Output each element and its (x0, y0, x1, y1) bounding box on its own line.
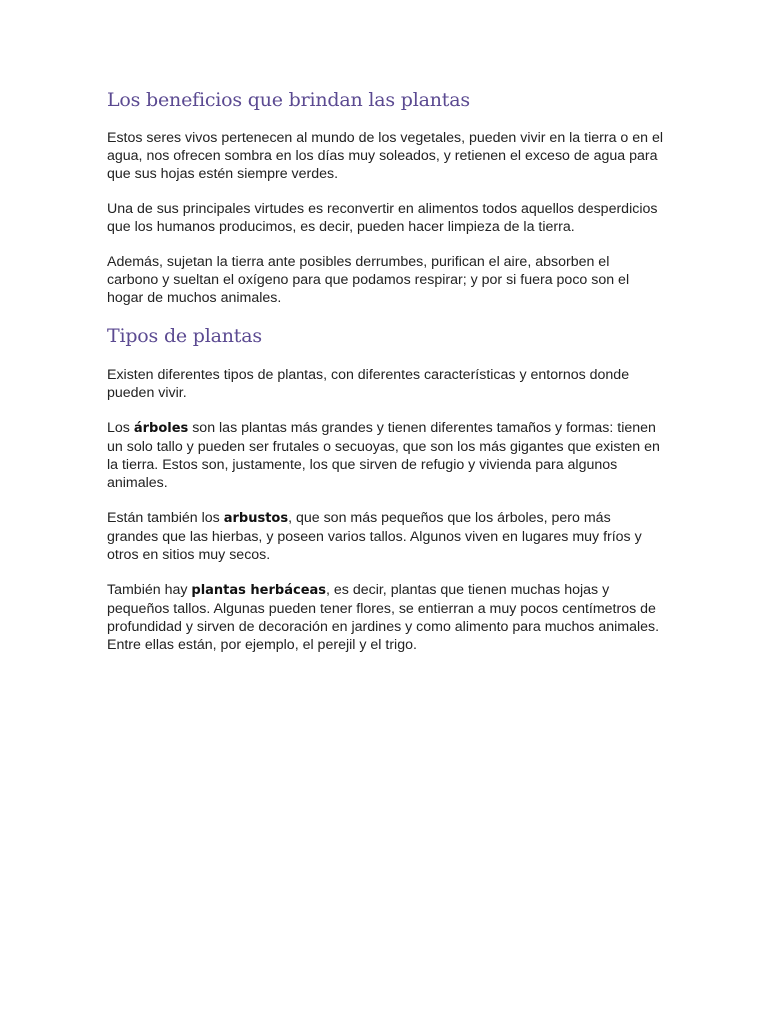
paragraph-herbaceas (107, 581, 663, 654)
arbustos-before: Están también los (107, 510, 224, 526)
paragraph-arboles (107, 419, 663, 492)
arboles-after: son las plantas más grandes y tienen diferentes tamaños y formas: tienen un solo tallo y pueden ser frutales o secuoyas, que son los más gigantes que existen en la tierra. Estos son, justamente, los que sirven de refugio y vivienda para algunos animales. (107, 420, 660, 491)
herbaceas-after: , es decir, plantas que tienen muchas hojas y pequeños tallos. Algunas pueden tener flores, se entierran a muy pocos centímetros de profundidad y sirven de decoración en jardines y como alimento para muchos animales. Entre ellas están, por ejemplo, el perejil y el trigo. (107, 582, 660, 653)
herbaceas-term: plantas herbáceas (191, 583, 327, 598)
section-title-tipos: Tipos de plantas (107, 325, 262, 347)
arbustos-after: , que son más pequeños que los árboles, pero más grandes que las hierbas, y poseen varios tallos. Algunos viven en lugares muy fríos y otros en sitios muy secos. (107, 510, 642, 563)
arboles-term: árboles (133, 421, 189, 436)
paragraph-arbustos (107, 509, 663, 564)
arboles-before: Los (107, 420, 134, 436)
arbustos-term: arbustos (223, 511, 289, 526)
paragraph-seres-vivos: Estos seres vivos pertenecen al mundo de los vegetales, pueden vivir en la tierra o en el agua, nos ofrecen sombra en los días muy soleados, y retienen el exceso de agua para que sus hojas estén siempre verdes. (107, 130, 663, 182)
paragraph-virtudes: Una de sus principales virtudes es reconvertir en alimentos todos aquellos desperdicios que los humanos producimos, es decir, pueden hacer limpieza de la tierra. (107, 201, 658, 235)
section-title-beneficios: Los beneficios que brindan las plantas (107, 89, 470, 111)
document-page (107, 88, 663, 654)
paragraph-ademas: Además, sujetan la tierra ante posibles derrumbes, purifican el aire, absorben el carbono y sueltan el oxígeno para que podamos respirar; y por si fuera poco son el hogar de muchos animales. (107, 254, 630, 306)
paragraph-intro-tipos: Existen diferentes tipos de plantas, con diferentes características y entornos donde pueden vivir. (107, 367, 630, 401)
herbaceas-before: También hay (107, 582, 192, 598)
